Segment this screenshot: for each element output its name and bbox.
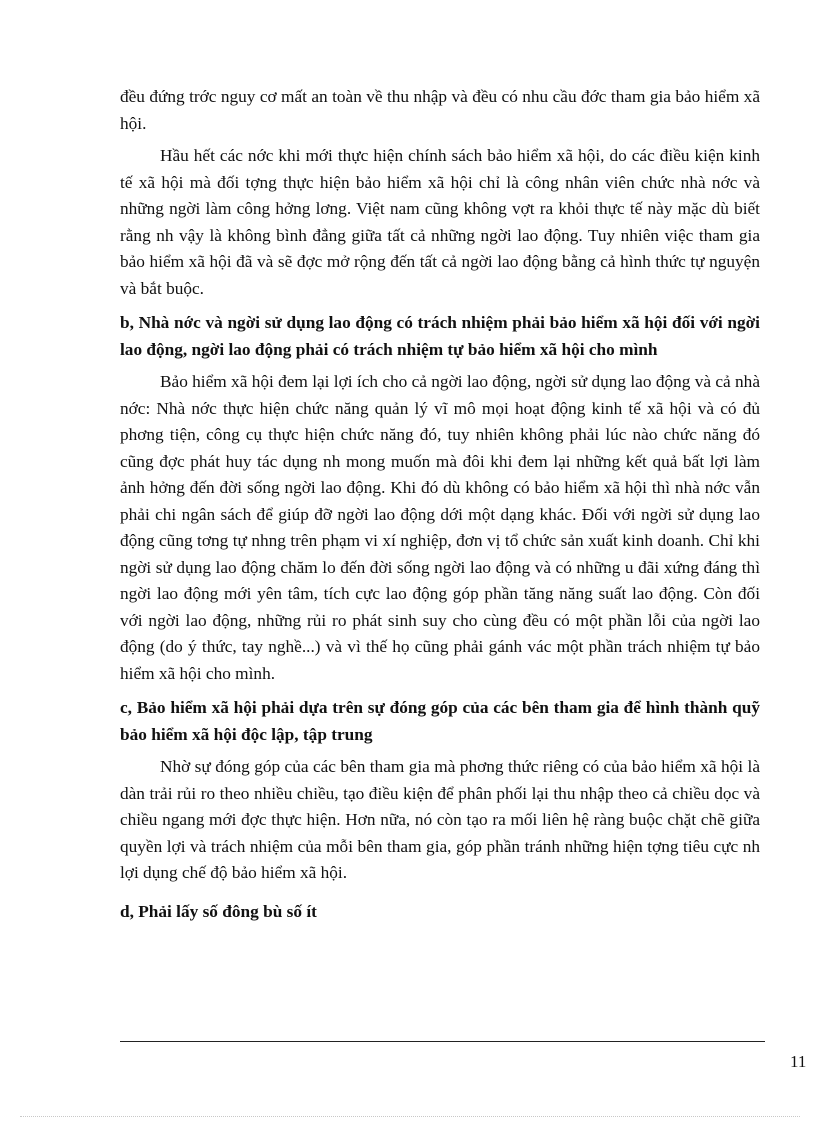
- paragraph-contributions: Nhờ sự đóng góp của các bên tham gia mà phơng thức riêng có của bảo hiểm xã hội là dàn trải rủi ro theo nhiều chiều, tạo điều kiện để phân phối lại thu nhập theo cả chiều dọc và chiều ngang mới đợc thực hiện. Hơn nữa, nó còn tạo ra mối liên hệ ràng buộc chặt chẽ giữa quyền lợi và trách nhiệm của mỗi bên tham gia, góp phần tránh những hiện tợng tiêu cực nh lợi dụng chế độ bảo hiểm xã hội.: [120, 757, 760, 882]
- paragraph-benefits: Bảo hiểm xã hội đem lại lợi ích cho cả ngời lao động, ngời sử dụng lao động và cả nhà nớc: Nhà nớc thực hiện chức năng quản lý vĩ mô mọi hoạt động kinh tế xã hội và có đủ phơng tiện, công cụ thực hiện chức năng đó, tuy nhiên không phải lúc nào chức năng đó cũng đợc phát huy tác dụng nh mong muốn mà đôi khi đem lại những kết quả bất lợi làm ảnh hởng đến đời sống ngời lao động. Khi đó dù không có bảo hiểm xã hội thì nhà nớc vẫn phải chi ngân sách để giúp đỡ ngời lao động dới một dạng khác. Đối với ngời sử dụng lao động cũng tơng tự nhng trên phạm vi xí nghiệp, đơn vị tổ chức sản xuất kinh doanh. Chỉ khi ngời sử dụng lao động chăm lo đến đời sống ngời lao động và có những u đãi xứng đáng thì ngời lao động mới yên tâm, tích cực lao động góp phần tăng năng suất lao động. Còn đối với ngời lao động, những rủi ro phát sinh suy cho cùng đều có một phần lỗi của ngời lao động (do ý thức, tay nghề...) và vì thế họ cũng phải gánh vác một phần trách nhiệm tự bảo hiểm xã hội cho mình.: [120, 372, 760, 683]
- footer-divider: [120, 1041, 765, 1042]
- section-heading-c: c, Bảo hiểm xã hội phải dựa trên sự đóng góp của các bên tham gia để hình thành quỹ bảo hiểm xã hội độc lập, tập trung: [120, 698, 760, 744]
- paragraph-continuation: đều đứng trớc nguy cơ mất an toàn về thu nhập và đều có nhu cầu đớc tham gia bảo hiểm xã hội.: [120, 87, 760, 133]
- page-body: [120, 84, 760, 925]
- page-number: 11: [790, 1052, 807, 1071]
- paragraph-social-insurance-scope: Hầu hết các nớc khi mới thực hiện chính sách bảo hiểm xã hội, do các điều kiện kinh tế xã hội mà đối tợng thực hiện bảo hiểm xã hội chỉ là công nhân viên chức nhà nớc và những ngời làm công hởng lơng. Việt nam cũng không vợt ra khỏi thực tế này mặc dù biết rằng nh vậy là không bình đẳng giữa tất cả những ngời lao động. Tuy nhiên việc tham gia bảo hiểm xã hội đã và sẽ đợc mở rộng đến tất cả ngời lao động bằng cả hình thức tự nguyện và bắt buộc.: [120, 146, 760, 298]
- section-heading-b: b, Nhà nớc và ngời sử dụng lao động có trách nhiệm phải bảo hiểm xã hội đối với ngời lao động, ngời lao động phải có trách nhiệm tự bảo hiểm xã hội cho mình: [120, 313, 760, 359]
- page-edge-divider: [20, 1116, 800, 1117]
- section-heading-d: d, Phải lấy số đông bù số ít: [120, 901, 317, 921]
